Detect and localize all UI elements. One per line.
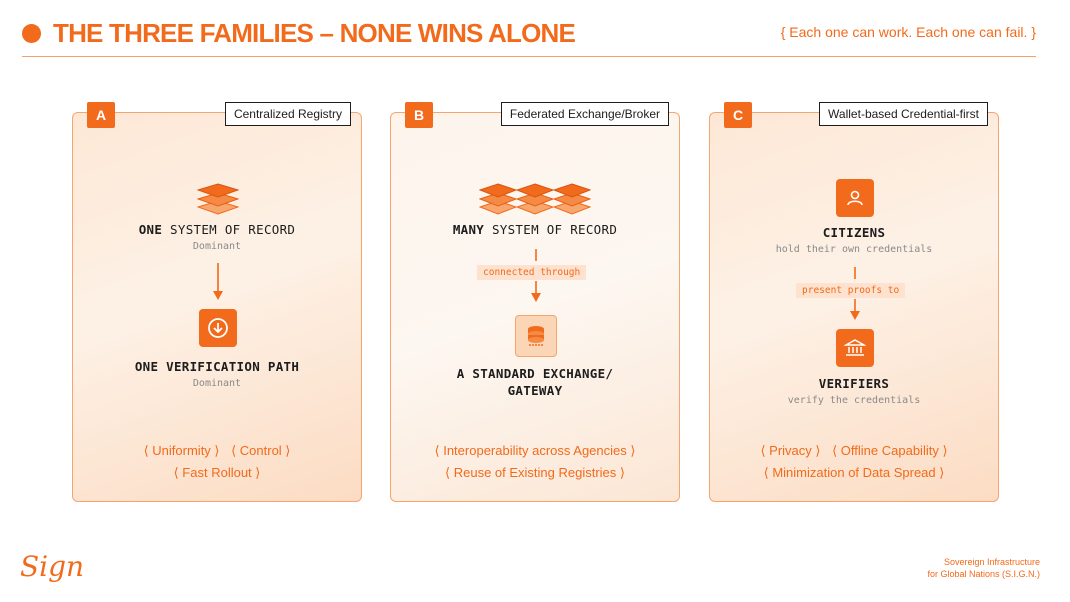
layers-icon [479, 181, 591, 215]
card-wallet-credential [709, 107, 999, 502]
page-title: THE THREE FAMILIES – NONE WINS ALONE [53, 18, 576, 48]
card-letter-badge: A [87, 102, 115, 128]
card-type-tag: Federated Exchange/Broker [501, 102, 669, 126]
header-divider [22, 56, 1036, 57]
footer-line: Sovereign Infrastructure [943, 557, 1040, 567]
card-type-tag: Wallet-based Credential-first [819, 102, 988, 126]
arrow-down-icon [529, 281, 543, 303]
card-letter-badge: C [724, 102, 752, 128]
benefit-tag: ⟨ Offline Capability ⟩ [832, 443, 948, 458]
card-federated-exchange [390, 107, 680, 502]
top-node-title: ONE SYSTEM OF RECORD [138, 222, 296, 237]
bottom-node-title: VERIFIERS [818, 376, 890, 391]
benefit-tag: ⟨ Control ⟩ [231, 443, 291, 458]
connector-label: connected through [477, 265, 586, 280]
arrow-down-icon [211, 263, 225, 301]
bank-icon [836, 329, 874, 367]
benefits-row [73, 465, 361, 481]
top-node-title: CITIZENS [822, 225, 886, 240]
benefits-row [710, 465, 998, 481]
benefits-row [391, 443, 679, 459]
page-tagline: { Each one can work. Each one can fail. } [780, 24, 1036, 40]
benefits-row [391, 465, 679, 481]
bottom-node-subtitle: Dominant [192, 378, 242, 389]
card-type-tag: Centralized Registry [225, 102, 351, 126]
benefit-tag: ⟨ Uniformity ⟩ [143, 443, 220, 458]
benefits-row [73, 443, 361, 459]
card-letter-badge: B [405, 102, 433, 128]
download-icon [199, 309, 237, 347]
benefit-tag: ⟨ Minimization of Data Spread ⟩ [763, 465, 945, 480]
bottom-node-subtitle: verify the credentials [787, 395, 921, 406]
footer-line: for Global Nations (S.I.G.N.) [927, 569, 1040, 579]
benefit-tag: ⟨ Interoperability across Agencies ⟩ [434, 443, 636, 458]
bottom-node-title: A STANDARD EXCHANGE/ [456, 366, 614, 381]
layers-icon [197, 181, 239, 215]
header [22, 14, 1042, 56]
benefit-tag: ⟨ Fast Rollout ⟩ [173, 465, 261, 480]
top-node-title: MANY SYSTEM OF RECORD [452, 222, 618, 237]
database-icon [515, 315, 557, 357]
top-node-subtitle: hold their own credentials [775, 244, 933, 255]
top-node-subtitle: Dominant [192, 241, 242, 252]
connector-line [529, 249, 543, 263]
connector-line [848, 267, 862, 281]
benefit-tag: ⟨ Privacy ⟩ [760, 443, 821, 458]
arrow-down-icon [848, 299, 862, 321]
card-centralized-registry [72, 107, 362, 502]
header-dot-icon [22, 24, 41, 43]
benefits-row [710, 443, 998, 459]
benefit-tag: ⟨ Reuse of Existing Registries ⟩ [445, 465, 625, 480]
bottom-node-title: GATEWAY [507, 383, 563, 398]
bottom-node-title: ONE VERIFICATION PATH [134, 359, 300, 374]
footer-caption [927, 556, 1040, 580]
connector-label: present proofs to [796, 283, 905, 298]
user-icon [836, 179, 874, 217]
sign-logo: Sign [20, 550, 85, 583]
